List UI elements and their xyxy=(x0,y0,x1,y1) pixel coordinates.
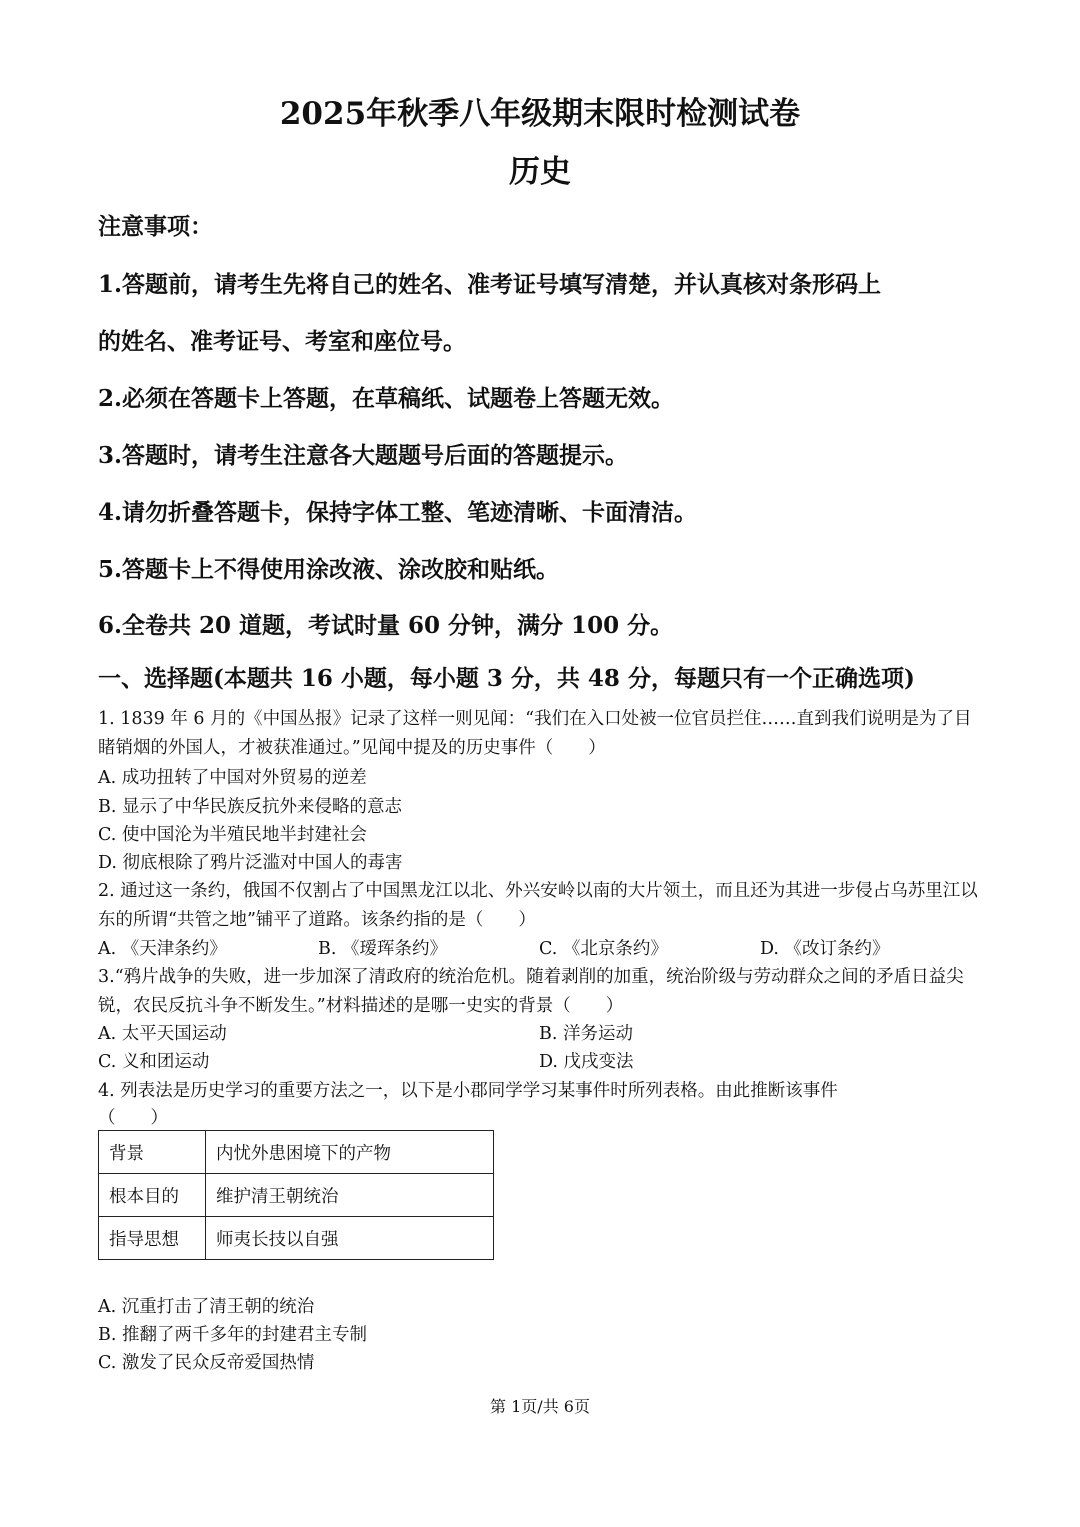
question-1-option-c: C. 使中国沦为半殖民地半封建社会 xyxy=(98,825,367,845)
notice-item: 5.答题卡上不得使用涂改液、涂改胶和贴纸。 xyxy=(98,556,560,583)
question-1-option-b: B. 显示了中华民族反抗外来侵略的意志 xyxy=(98,797,402,817)
question-2-stem: 2. 通过这一条约，俄国不仅割占了中国黑龙江以北、外兴安岭以南的大片领土，而且还为其进一步侵占乌苏里江以东的所谓“共管之地”铺平了道路。该条约指的是（ ） xyxy=(98,881,978,930)
question-2-option-c: C. 《北京条约》 xyxy=(539,939,668,959)
notice-heading: 注意事项： xyxy=(98,213,213,240)
question-2-option-b: B. 《瑷珲条约》 xyxy=(318,939,447,959)
question-2-option-d: D. 《改订条约》 xyxy=(760,939,890,959)
question-3-stem: 3.“鸦片战争的失败，进一步加深了清政府的统治危机。随着剥削的加重，统治阶级与劳动群众之间的矛盾日益尖锐，农民反抗斗争不断发生。”材料描述的是哪一史实的背景（ ） xyxy=(98,967,964,1016)
table-row xyxy=(99,1174,494,1217)
notice-item: 6.全卷共 20 道题，考试时量 60 分钟，满分 100 分。 xyxy=(98,612,674,639)
notice-item: 1.答题前，请考生先将自己的姓名、准考证号填写清楚，并认真核对条形码上 xyxy=(98,271,882,298)
question-3-option-d: D. 戊戌变法 xyxy=(539,1052,634,1072)
exam-subject: 历史 xyxy=(509,154,571,190)
question-2-option-a: A. 《天津条约》 xyxy=(98,939,227,959)
table-key: 背景 xyxy=(99,1131,206,1174)
question-4-stem: 4. 列表法是历史学习的重要方法之一，以下是小郡同学学习某事件时所列表格。由此推断该事件 xyxy=(98,1081,838,1101)
page-number: 第 1页/共 6页 xyxy=(490,1397,590,1416)
question-4-answer-blank: （ ） xyxy=(98,1108,168,1128)
question-3-option-b: B. 洋务运动 xyxy=(539,1024,633,1044)
exam-title: 2025年秋季八年级期末限时检测试卷 xyxy=(279,96,801,132)
question-1-stem: 1. 1839 年 6 月的《中国丛报》记录了这样一则见闻：“我们在入口处被一位官员拦住……直到我们说明是为了目睹销烟的外国人，才被获准通过。”见闻中提及的历史事件（ ） xyxy=(98,709,972,758)
notice-item: 的姓名、准考证号、考室和座位号。 xyxy=(98,328,466,355)
table-row xyxy=(99,1217,494,1260)
table-key: 指导思想 xyxy=(99,1217,206,1260)
notice-item: 2.必须在答题卡上答题，在草稿纸、试题卷上答题无效。 xyxy=(98,385,675,412)
question-3-option-a: A. 太平天国运动 xyxy=(98,1024,227,1044)
question-4-option-a: A. 沉重打击了清王朝的统治 xyxy=(98,1297,315,1317)
question-4-table xyxy=(98,1130,494,1260)
table-key: 根本目的 xyxy=(99,1174,206,1217)
question-4-option-c: C. 激发了民众反帝爱国热情 xyxy=(98,1353,315,1373)
notice-item: 3.答题时，请考生注意各大题题号后面的答题提示。 xyxy=(98,442,629,469)
table-row xyxy=(99,1131,494,1174)
question-4-option-b: B. 推翻了两千多年的封建君主专制 xyxy=(98,1325,367,1345)
table-value: 维护清王朝统治 xyxy=(206,1174,494,1217)
question-1-option-a: A. 成功扭转了中国对外贸易的逆差 xyxy=(98,768,367,788)
table-value: 师夷长技以自强 xyxy=(206,1217,494,1260)
notice-item: 4.请勿折叠答题卡，保持字体工整、笔迹清晰、卡面清洁。 xyxy=(98,499,698,526)
section-title: 一、选择题(本题共 16 小题，每小题 3 分，共 48 分，每题只有一个正确选项) xyxy=(98,665,915,692)
table-value: 内忧外患困境下的产物 xyxy=(206,1131,494,1174)
question-3-option-c: C. 义和团运动 xyxy=(98,1052,210,1072)
question-1-option-d: D. 彻底根除了鸦片泛滥对中国人的毒害 xyxy=(98,853,403,873)
